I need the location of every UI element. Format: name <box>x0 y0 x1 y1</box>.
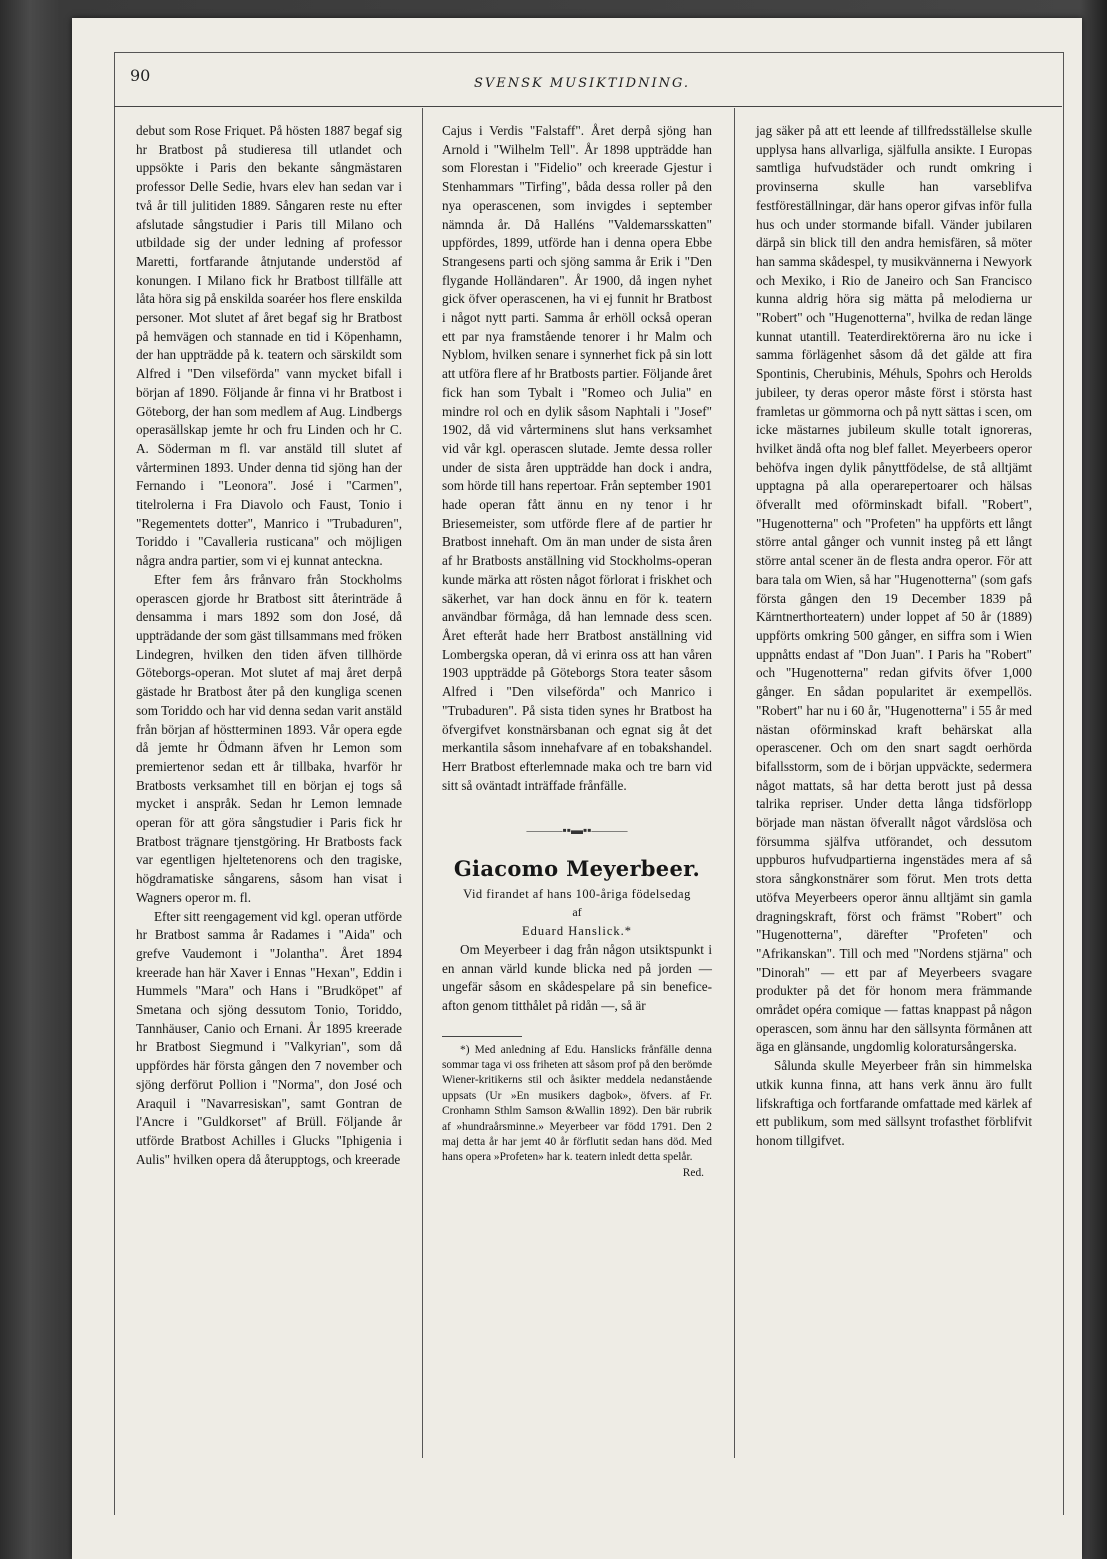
paragraph: Cajus i Verdis "Falstaff". Året derpå sjöng han Arnold i "Wilhelm Tell". År 1898 uppträdde han som Florestan i "Fidelio" och kreerade Gjestur i Stenhammars "Tirfing", båda dessa roller på den nya operascenen, som invigdes i september nämnda år. Då Halléns "Valdemarsskatten" uppfördes, 1899, utförde han i denna opera Ebbe Strangesens parti och sjöng samma år Erik i "Den flygande Holländaren". År 1900, då ingen nyhet gick öfver operascenen, ha vi ej funnit hr Bratbost i något nytt parti. Samma år erhöll också operan ett par nya framstående tenorer i hr Malm och Nyblom, hvilken senare i synnerhet fick på sin lott att utföra flere af hr Bratbosts partier. Följande året fick han som Tybalt i "Romeo och Julia" en mindre rol och en dylik såsom Naphtali i "Josef" 1902, då vid vårterminens slut hans verksamhet vid vår kgl. operascen slutade. Jemte dessa roller under de sista åren uppträdde han dock i andra, som hörde till hans repertoar. Från september 1901 hade operan fått ännu en ny tenor i hr Briesemeister, som utförde flere af de partier hr Bratbost innehaft. Om än man under de sista åren af hr Bratbosts anställning vid Stockholms-operan kunde märka att rösten något förlorat i friskhet och säkerhet, var han dock ännu en för k. teatern användbar förmåga, då han lemnade dess scen. Året efteråt hade herr Bratbost anställning vid Lombergska operan, då vi erinra oss att han våren 1903 uppträdde på Göteborgs Stora teater såsom Alfred i "Den vilseförda" och Manrico i "Trubaduren". På sista tiden synes hr Bratbost ha öfvergifvet konstnärsbanan och egnat sig åt det merkantila såsom innehafvare af en tobakshandel. Herr Bratbost efterlemnade maka och tre barn vid sitt så oväntadt inträffade frånfälle. <box>442 123 712 793</box>
paragraph: jag säker på att ett leende af tillfredsställelse skulle upplysa hans allvarliga, själfulla ansikte. I Europas samtliga hufvudstäder och rundt omkring i provinserna skulle han varseblifva festföreställningar, där hans operor gifvas inför fulla hus och under stormande bifall. Vänder jubilaren därpå sin blick till den andra hemisfären, så möter han samma skådespel, ty musikvännerna i Newyork och Mexiko, i Rio de Janeiro och San Francisco kunna aldrig höra sig mätta på melodierna ur "Robert" och "Hugenotterna", hvilka de redan länge kunnat utantill. Teaterdirektörerna äro nu icke i samma förlägenhet såsom då det gälde att fira Spontinis, Cherubinis, Méhuls, Spohrs och Herolds jubileer, ty deras operor måste först i största hast framletas ur gömmorna och på nytt sättas i scen, om icke mästarnes jubileum skulle totalt ignoreras, hvilket ändå ofta nog blef fallet. Meyerbeers operor behöfva ingen dylik pånyttfödelse, de stå alltjämt upptagna på alla operarepertoarer och hälsas öfverallt med oförminskadt bifall. "Robert", "Hugenotterna" och "Profeten" ha uppförts ett långt större antal gånger och vunnit insteg på ett långt större antal scener än de flesta andra operor. För att bara tala om Wien, så har "Hugenotterna" (som gafs första gången den 19 December 1839 på Kärntnerthorteatern) under loppet af 50 år (1889) uppförts omkring 500 gånger, en siffra som i Wien uppnåtts endast af "Don Juan". I Paris ha "Robert" och "Hugenotterna" redan gifvits öfver 1,000 gånger. En sådan popularitet är exempellös. "Robert" har nu i 60 år, "Hugenotterna" i 55 år med nästan oförminskad kraft behärskat alla operascener. Och om den snart sagdt oerhörda bifallsstorm, som de i början uppväckte, sedermera något mattats, så har detta berott just på dessa talrika repriser. Under detta långa tidsförlopp började man nästan öfverallt något vårdslösa och försumma själfva utförandet, och dessutom uppburos hufvudpartierna ingenstädes mera af så stora sångkonstnärer som förut. Men trots detta utöfva Meyerbeers operor ännu alltjämt sin gamla dragningskraft, först och främst "Robert" och "Hugenotterna", därefter "Profeten" och "Afrikanskan". Till och med "Nordens stjärna" och "Dinorah" — ett par af Meyerbeers svagare produkter på det för honom mera främmande området opéra comique — fattas knappast på någon operascen, som ännu har den sällsynta förmånen att äga en glänsande, ungdomlig koloratursångerska. <box>756 123 1032 1055</box>
column-3 <box>756 122 1032 1151</box>
article-title: Giacomo Meyerbeer. <box>453 856 701 882</box>
page-number: 90 <box>130 66 151 85</box>
running-title: SVENSK MUSIKTIDNING. <box>473 76 691 91</box>
header-rule <box>114 106 1062 107</box>
footnote-rule <box>442 1036 522 1037</box>
section-ornament: ———▪▪▬▪▪——— <box>526 823 628 838</box>
paragraph: debut som Rose Friquet. På hösten 1887 begaf sig hr Bratbost på studieresa till utlandet och uppsökte i Paris den bekante sångmästaren professor Delle Sedie, hvars elev han sedan var i två år till julitiden 1889. Sångaren reste nu efter afslutade sångstudier i Paris till Milano och utbildade sig der under ledning af professor Maretti, fortfarande åtnjutande understöd af konungen. I Milano fick hr Bratbost tillfälle att låta höra sig på enskilda soaréer hos flere enskilda personer. Mot slutet af året begaf sig hr Bratbost på hemvägen och stannade en tid i Köpenhamn, der han uppträdde på k. teatern och särskildt som Alfred i "Den vilseförda" vann mycket bifall i början af 1890. Följande år finna vi hr Bratbost i Göteborg, der han som medlem af Aug. Lindbergs operasällskap jemte hr och fru Linden och hr C. A. Söderman m fl. var anstäld till slutet af vårterminen 1893. Under denna tid sjöng han der Fernando i "Leonora". José i "Carmen", titelrolerna i Fra Diavolo och Faust, Tonio i "Regementets dotter", Manrico i "Trubaduren", Toriddo i "Cavalleria rusticana" och möjligen några andra partier, som vi ej kunnat anteckna. <box>136 123 402 569</box>
footnote-signature: Red. <box>682 1166 704 1179</box>
article-paragraph: Om Meyerbeer i dag från någon utsiktspunkt i en annan värld kunde blicka ned på jorden — ungefär såsom en skådespelare på sin benefice-afton genom titthålet på ridån —, så är <box>442 941 712 1013</box>
column-divider-left <box>422 108 423 1458</box>
article-author: Eduard Hanslick.* <box>521 924 633 939</box>
column-2 <box>442 122 712 1181</box>
paragraph: Efter sitt reengagement vid kgl. operan utförde hr Bratbost samma år Radames i "Aida" och grefve Vaudemont i "Jolantha". Året 1894 kreerade han här Xaver i Ennas "Hexan", Eddin i Hummels "Mara" och Hans i "Brudköpet" af Smetana och sjöng dessutom Tonio, Toriddo, Tannhäuser, Canio och Ernani. År 1895 kreerade hr Bratbost Siegmund i "Valkyrian", som då uppfördes här första gången den 7 november och sjöng derförut Pollion i "Norma", don José och Araquil i "Navarresiskan", samt Gontran de l'Ancre i "Guldkorset" af Brüll. Följande år utförde Bratbost Achilles i Glucks "Iphigenia i Aulis" hvilken opera då återupptogs, och kreerade <box>136 908 402 1167</box>
article-af: af <box>572 905 582 920</box>
paragraph: Efter fem års frånvaro från Stockholms operascen gjorde hr Bratbost sitt återinträde å densamma i mars 1892 som don José, då uppträdande der som gäst tillsammans med fröken Lindegren, hvilken den tiden äfven tillhörde Göteborgs-operan. Mot slutet af maj året derpå gästade hr Bratbost åter på den kungliga scenen som Toriddo och har vid denna sedan varit anstäld från början af höstterminen 1893. Vår opera egde då jemte hr Ödmann äfven hr Lemon som premiertenor sedan ett år tillbaka, hvarför hr Bratbosts verksamhet till en början ej togs så mycket i anspråk. Sedan hr Lemon lemnade operan för att göra sångstudier i Paris fick hr Bratbost trägnare tjenstgöring. Hr Bratbosts fack var egentligen hjeltetenorens och den tragiske, högdramatiske sångarens, såsom han visat i Wagners operor m. fl. <box>136 571 402 905</box>
magazine-page <box>72 18 1082 1559</box>
article-subtitle: Vid firandet af hans 100-åriga födelsedag <box>463 886 691 901</box>
paragraph: Sålunda skulle Meyerbeer från sin himmelska utkik kunna finna, att hans verk ännu äro fullt lifskraftiga och fortfarande omfattade med kärlek af ett publikum, som med sällsynt trofasthet förblifvit honom tillgifvet. <box>756 1058 1032 1148</box>
column-1 <box>136 122 402 1169</box>
footnote: *) Med anledning af Edu. Hanslicks frånfälle denna sommar taga vi oss friheten att såsom prof på den berömde Wiener-kritikerns stil och åsikter meddela nedanstående uppsats (Ur »En musikers dagbok», öfvers. af Fr. Cronhamn Sthlm Samson &Wallin 1892). Den bär rubrik af »hundraårsminne.» Meyerbeer var född 1791. Den 2 maj detta år har jemt 40 år förflutit sedan hans död. Med hans opera »Profeten» har k. teatern inledt detta spelår. <box>442 1043 712 1164</box>
column-divider-right <box>734 108 735 1458</box>
